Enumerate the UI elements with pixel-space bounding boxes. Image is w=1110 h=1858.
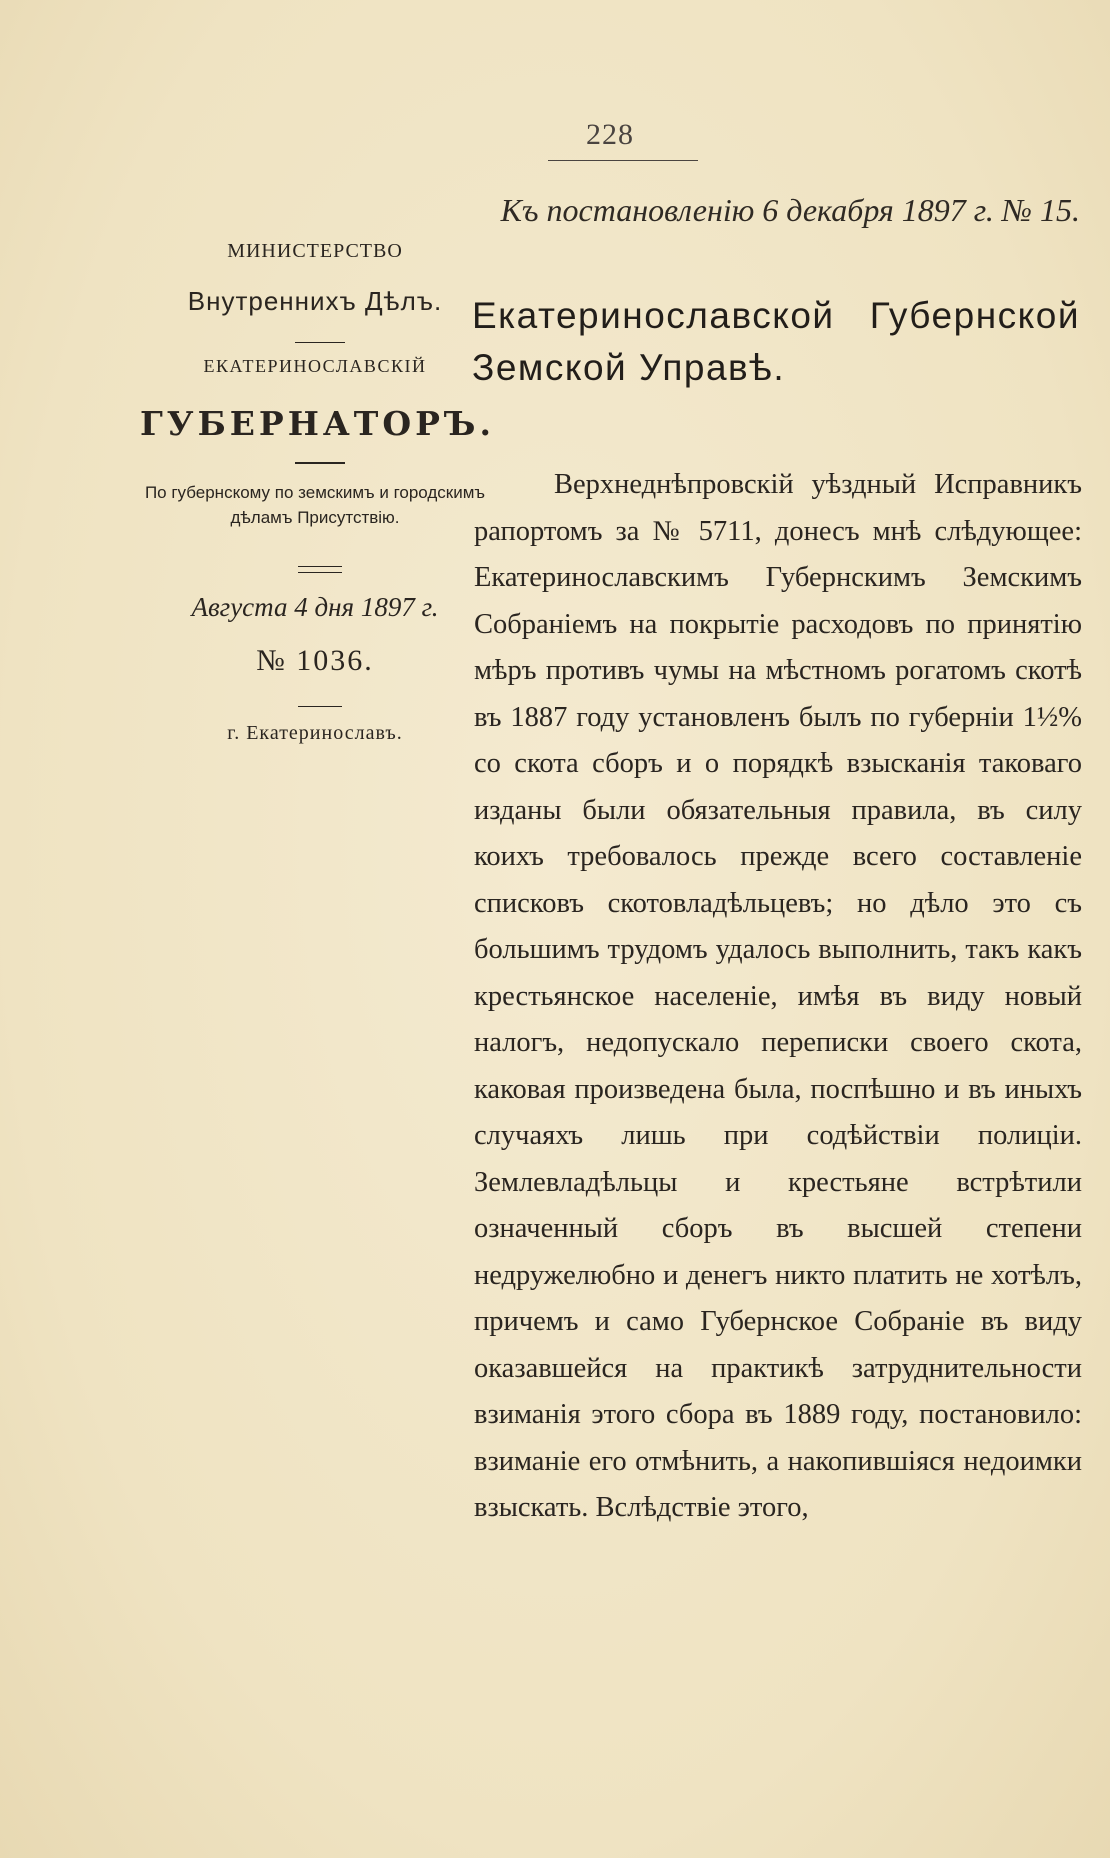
body-paragraph: Верхнеднѣпровскій уѣздный Исправникъ рапортомъ за № 5711, донесъ мнѣ слѣдующее: Екатеринославскимъ Губернскимъ Земскимъ Собраніемъ на покрытіе расходовъ по принятію мѣръ противъ чумы на мѣстномъ рогатомъ скотѣ въ 1887 году установленъ былъ по губерніи 1½% со скота сборъ и о порядкѣ взысканія таковаго изданы были обязательныя правила, въ силу коихъ требовалось прежде всего составленіе списковъ скотовладѣльцевъ; но дѣло это съ большимъ трудомъ удалось выполнить, такъ какъ крестьянское населеніе, имѣя въ виду новый налогъ, недопускало переписки своего скота, каковая произведена была, поспѣшно и въ иныхъ случаяхъ лишь при содѣйствіи полиціи. Землевладѣльцы и крестьяне встрѣтили означенный сборъ въ высшей степени недружелюбно и денегъ никто платить не хотѣлъ, причемъ и само Губернское Собраніе въ виду оказавшейся на практикѣ затруднительности взиманія этого сбора въ 1889 году, постановило: взиманіе его отмѣнить, а накопившіяся недоимки взыскать. Вслѣдствіе этого, <box>474 469 1082 1523</box>
sender-governor-title: ГУБЕРНАТОРЪ. <box>140 404 495 443</box>
sender-governor-city: ЕКАТЕРИНОСЛАВСКІЙ <box>203 356 427 376</box>
page-number-rule <box>548 160 698 161</box>
letter-number: № 1036. <box>256 644 374 677</box>
sender-internal-affairs: Внутреннихъ Дѣлъ. <box>187 286 443 316</box>
sender-city: г. Екатеринославъ. <box>227 722 403 744</box>
sender-ministry: МИНИСТЕРСТВО <box>227 240 403 262</box>
divider-rule <box>298 706 342 707</box>
addressee-heading: Екатеринославской Губернской Земской Управѣ. <box>472 295 1080 388</box>
divider-rule <box>295 342 345 343</box>
divider-rule <box>295 462 345 464</box>
double-divider-rule <box>298 566 342 573</box>
page-number: 228 <box>586 118 634 151</box>
resolution-reference: Къ постановленію 6 декабря 1897 г. № 15. <box>500 192 1080 228</box>
letter-body <box>474 462 1082 1532</box>
sender-department: По губернскому по земскимъ и городскимъ дѣламъ Присутствію. <box>144 483 486 527</box>
letter-date: Августа 4 дня 1897 г. <box>191 592 439 622</box>
